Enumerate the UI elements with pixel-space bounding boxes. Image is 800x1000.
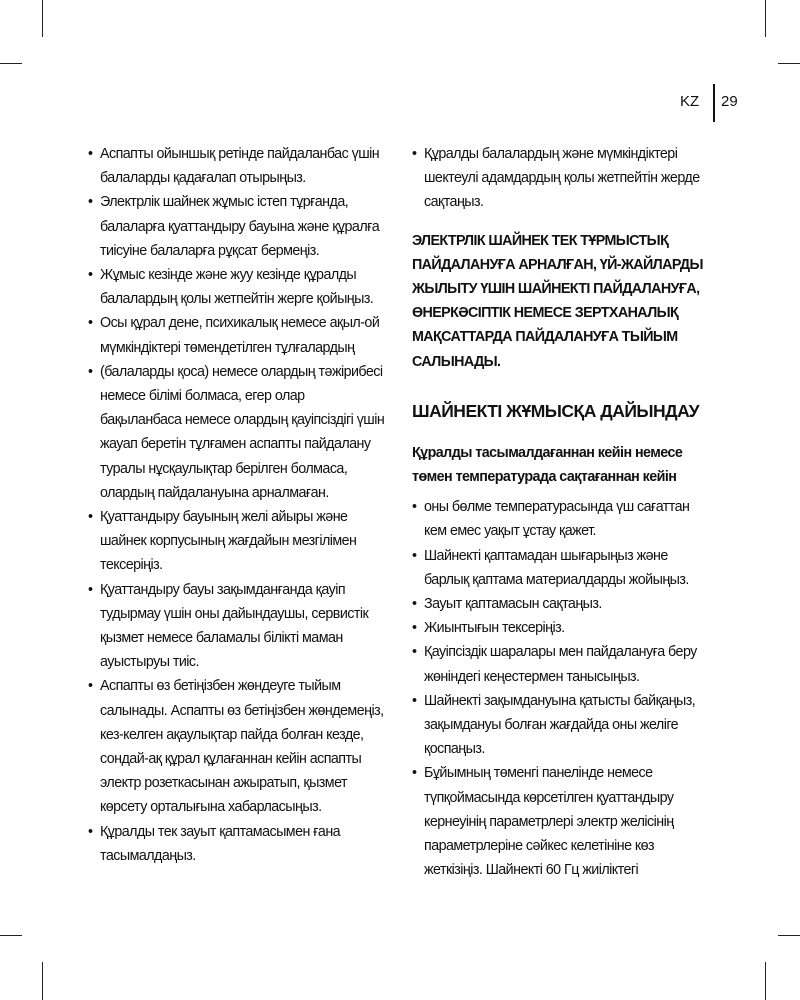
bullet-icon: • [412,547,417,564]
bullet-icon: • [412,146,417,162]
crop-mark [0,935,22,936]
section-title: ШАЙНЕКТІ ЖҰМЫСҚА ДАЙЫНДАУ [412,400,699,421]
bullet-icon: • [88,267,93,284]
crop-mark [765,0,766,37]
bullet-icon: • [88,146,93,162]
crop-mark [765,962,766,1000]
bullet-icon: • [88,823,93,840]
right-column [412,142,712,882]
list-item: • (балаларды қоса) немесе олардың тәжірибесі немесе білімі болмаса, егер олар бақыланбаса немесе олардың қауіпсіздігі үшін жауап беретін тұлғамен аспапты пайдалану туралы нұсқаулықтар берілген болмаса, олардың пайдалануына арналмаған. [88,360,388,505]
header-divider [713,84,715,122]
storage-list [412,142,712,215]
crop-mark [778,935,800,936]
page-number: 29 [721,93,738,110]
bullet-icon: • [88,509,93,526]
crop-mark [42,0,43,37]
list-item: • оны бөлме температурасында үш сағаттан кем емес уақыт ұстау қажет. [412,495,712,543]
crop-mark [778,63,800,64]
preparation-list [412,495,712,882]
list-item: • Қуаттандыру бауы зақымданғанда қауіп тудырмау үшін оны дайындаушы, сервистік қызмет немесе баламалы білікті маман ауыстыруы тиіс. [88,578,388,675]
bullet-icon: • [412,644,417,661]
list-item: • Жиынтығын тексеріңіз. [412,616,712,640]
list-item: • Құралды балалардың және мүмкіндіктері шектеулі адамдардың қолы жетпейтін жерде сақтаңыз. [412,142,712,215]
crop-mark [0,63,22,64]
list-item: • Құралды тек зауыт қаптамасымен ғана тасымалдаңыз. [88,820,388,868]
list-item: • Аспапты өз бетіңізбен жөндеуге тыйым салынады. Аспапты өз бетіңізбен жөндемеңіз, кез-келген ақаулықтар пайда болған кезде, сондай-ақ құрал құлағаннан кейін аспапты электр розеткасынан ажыратып, қызмет көрсету орталығына хабарласыңыз. [88,674,388,819]
bullet-icon: • [88,363,93,380]
language-code: KZ [680,93,700,110]
bullet-icon: • [412,765,417,782]
crop-mark [42,962,43,1000]
list-item: • Осы құрал дене, психикалық немесе ақыл-ой мүмкіндіктері төмендетілген тұлғалардың [88,311,388,359]
warning-notice: ЭЛЕКТРЛІК ШАЙНЕК ТЕК ТҰРМЫСТЫҚ ПАЙДАЛАНУҒА АРНАЛҒАН, ҮЙ-ЖАЙЛАРДЫ ЖЫЛЫТУ ҮШІН ШАЙНЕКТІ ПАЙДАЛАНУҒА, ӨНЕРКӘСІПТІК НЕМЕСЕ ЗЕРТХАНАЛЫҚ МАҚСАТТАРДА ПАЙДАЛАНУҒА ТЫЙЫМ САЛЫНАДЫ. [412,232,703,370]
bullet-icon: • [88,315,93,332]
list-item: • Жұмыс кезінде және жуу кезінде құралды балалардың қолы жетпейтін жерге қойыңыз. [88,263,388,311]
list-item: • Шайнекті қаптамадан шығарыңыз және барлық қаптама материалдарды жойыңыз. [412,544,712,592]
list-item: • Қуаттандыру бауының желі айыры және шайнек корпусының жағдайын мезгілімен тексеріңіз. [88,505,388,578]
safety-list [88,142,388,868]
bullet-icon: • [88,678,93,695]
bullet-icon: • [412,596,417,613]
bullet-icon: • [412,692,417,709]
list-item: • Қауіпсіздік шаралары мен пайдалануға беру жөніндегі кеңестермен танысыңыз. [412,640,712,688]
left-column [88,142,388,868]
bullet-icon: • [412,620,417,637]
list-item: • Бұйымның төменгі панелінде немесе түпқоймасында көрсетілген қуаттандыру кернеуінің параметрлері электр желісінің параметрлеріне сәйкес келетініне көз жеткізіңіз. Шайнекті 60 Гц жиіліктегі [412,761,712,882]
list-item: • Шайнекті зақымдануына қатысты байқаңыз, зақымдануы болған жағдайда оны желіге қоспаңыз. [412,689,712,762]
bullet-icon: • [88,194,93,211]
list-item: • Аспапты ойыншық ретінде пайдаланбас үшін балаларды қадағалап отырыңыз. [88,142,388,190]
list-item: • Электрлік шайнек жұмыс істеп тұрғанда, балаларға қуаттандыру бауына және құралға тиісуіне балаларға рұқсат бермеңіз. [88,190,388,263]
bullet-icon: • [88,581,93,598]
list-item: • Зауыт қаптамасын сақтаңыз. [412,592,712,616]
bullet-icon: • [412,499,417,516]
subsection-title: Құралды тасымалдағаннан кейін немесе төмен температурада сақтағаннан кейін [412,444,683,486]
